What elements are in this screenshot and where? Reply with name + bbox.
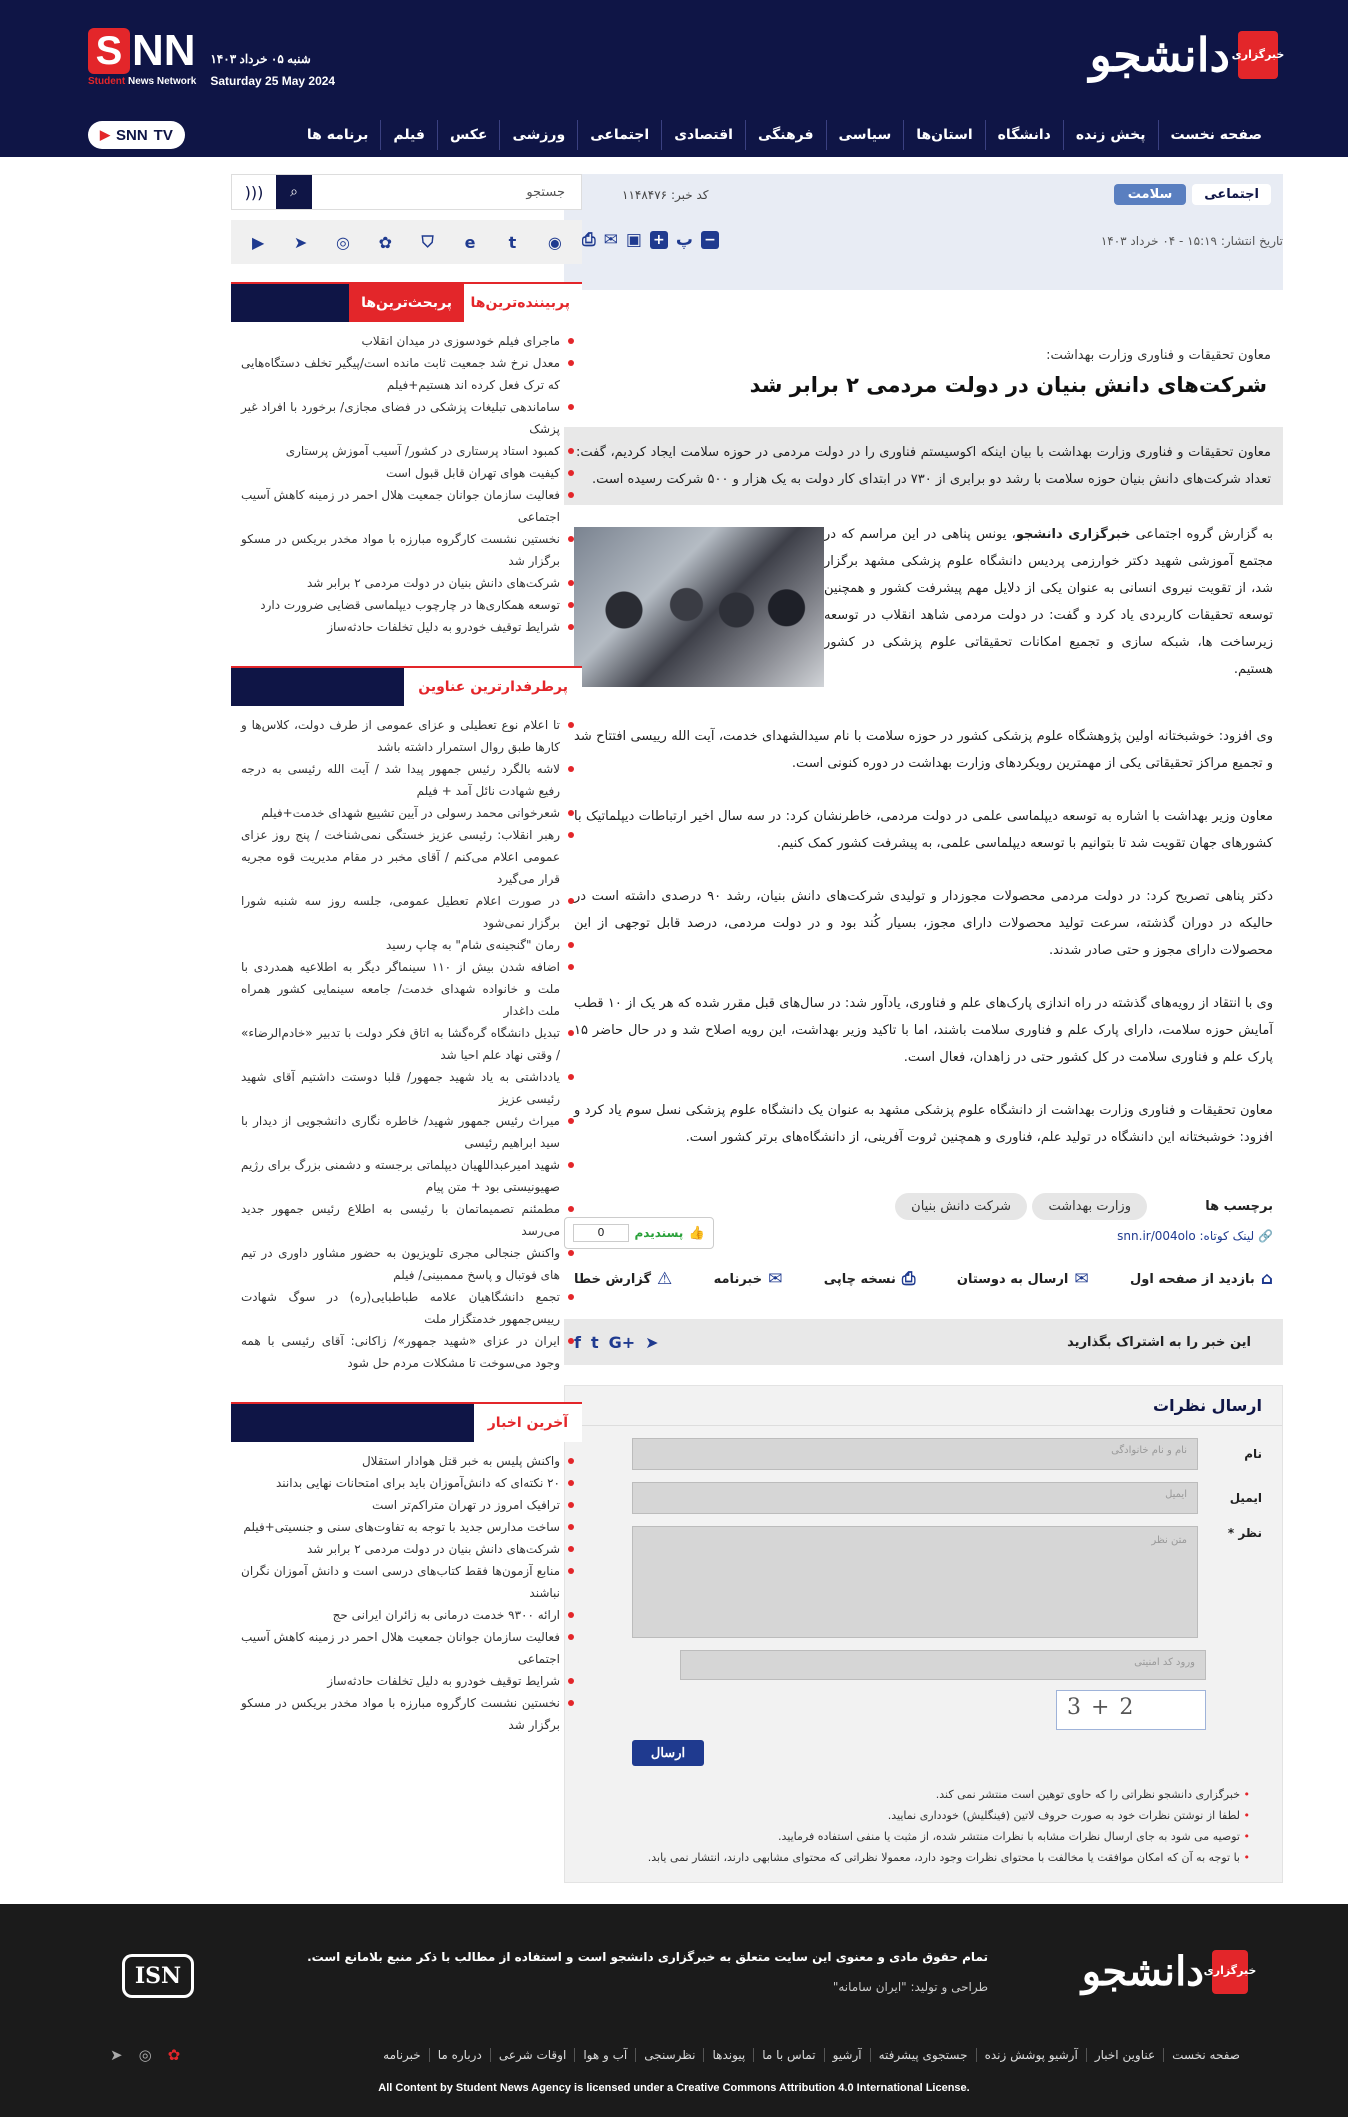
article-summary: معاون تحقیقات و فناوری وزارت بهداشت با بیان اینکه اکوسیستم فناوری را در دولت مردمی در حوزه سلامت ایجاد کردیم، گفت: تعداد شرکت‌های دانش بنیان حوزه سلامت با رشد دو برابری از ۷۳۰ در ابتدای کار دولت به یک هزار و ۵۰۰ شرکت رسیده است.	[564, 427, 1283, 505]
sidebar	[231, 174, 582, 1746]
email-input[interactable]: ایمیل	[632, 1482, 1198, 1514]
home-icon: ⌂	[1260, 1269, 1273, 1289]
share-bar	[564, 1319, 1283, 1365]
list-item[interactable]: شرکت‌های دانش بنیان در دولت مردمی ۲ برابر شد	[241, 572, 582, 594]
send-button[interactable]: ارسال	[632, 1740, 704, 1766]
tab-most-viewed[interactable]: پربیننده‌ترین‌ها	[458, 284, 582, 322]
date-gregorian: Saturday 25 May 2024	[210, 74, 336, 88]
like-box	[564, 1217, 714, 1249]
footer-link[interactable]: درباره ما	[429, 2048, 490, 2062]
footer-brand-badge: خبرگزاری	[1212, 1950, 1248, 1994]
font-default-icon[interactable]: پ	[675, 230, 694, 250]
list-item[interactable]: منابع آزمون‌ها فقط کتاب‌های درسی است و دانش آموزان نگران نباشند	[241, 1560, 582, 1604]
footer-link[interactable]: تماس با ما	[753, 2048, 823, 2062]
most-viewed-header	[231, 282, 582, 322]
list-item[interactable]: ترافیک امروز در تهران متراکم‌تر است	[241, 1494, 582, 1516]
list-item[interactable]: واکنش پلیس به خبر قتل هوادار استقلال	[241, 1450, 582, 1472]
footer-copyright: تمام حقوق مادی و معنوی این سایت متعلق به خبرگزاری دانشجو است و استفاده از مطالب با ذکر منبع بلامانع است.	[307, 1950, 988, 1964]
list-item[interactable]: میراث رئیس جمهور شهید/ خاطره نگاری دانشجویی از دیدار با سید ابراهیم رئیسی	[241, 1110, 582, 1154]
date-persian: شنبه ۰۵ خرداد ۱۴۰۳	[210, 52, 311, 66]
list-item[interactable]: شهید امیرعبداللهیان دیپلماتی برجسته و دشمنی بزرگ برای رژیم صهیونیستی بود + متن پیام	[241, 1154, 582, 1198]
article-pre-title: معاون تحقیقات و فناوری وزارت بهداشت:	[1046, 348, 1271, 363]
popular-titles-title: پرطرفدارترین عناوین	[404, 668, 582, 706]
rubika-icon[interactable]: ◉	[547, 232, 562, 252]
list-item[interactable]: رمان "گنجینه‌ی شام" به چاپ رسید	[241, 934, 582, 956]
newsletter-icon: ✉	[768, 1269, 783, 1289]
nav-photo[interactable]: عکس	[437, 120, 500, 150]
list-item[interactable]: نخستین نشست کارگروه مبارزه با مواد مخدر بریکس در مسکو برگزار شد	[241, 528, 582, 572]
snn-tagline-rest: News Network	[125, 76, 197, 87]
snn-logo-s: S	[88, 28, 130, 74]
snn-tv-button[interactable]	[88, 121, 185, 149]
article-photo[interactable]	[574, 527, 824, 687]
list-item[interactable]: شرایط توقیف خودرو به دلیل تخلفات حادثه‌ساز	[241, 1670, 582, 1692]
list-item[interactable]: ماجرای فیلم خودسوزی در میدان انقلاب	[241, 330, 582, 352]
article-paragraph-3: معاون وزیر بهداشت با اشاره به توسعه دیپلماسی علمی در دولت مردمی، خاطرنشان کرد: در سه سال اخیر ارتباطات دیپلماتیک با کشورهای جهان تقویت شد تا بتوانیم با توسعه دیپلماسی علمی، به پیشرفت کشور کمک کنیم.	[574, 809, 1273, 851]
list-item[interactable]: یادداشتی به یاد شهید جمهور/ قلبا دوستت داشتیم آقای شهید رئیسی عزیز	[241, 1066, 582, 1110]
article-paragraph-2: وی افزود: خوشبختانه اولین پژوهشگاه علوم پزشکی کشور در حوزه سلامت با نام سیدالشهدای خدمت، آیت الله رییسی افتتاح شد و تجمیع مراکز تحقیقاتی یکی از مهمترین رویکردهای وزارت بهداشت در دوره کنونی است.	[574, 729, 1273, 771]
brand-name: دانشجو	[1089, 28, 1230, 82]
printer-icon: ⎙	[901, 1269, 916, 1289]
envelope-icon: ✉	[1074, 1269, 1089, 1289]
list-item[interactable]: کمبود استاد پرستاری در کشور/ آسیب آموزش پرستاری	[241, 440, 582, 462]
list-item[interactable]: شرایط توقیف خودرو به دلیل تخلفات حادثه‌ساز	[241, 616, 582, 638]
nav-social[interactable]: اجتماعی	[577, 120, 661, 150]
comment-rules	[565, 1784, 1250, 1868]
font-decrease-icon[interactable]: −	[701, 231, 719, 249]
latest-news-title: آخرین اخبار	[474, 1404, 582, 1442]
footer-link[interactable]: آب و هوا	[574, 2048, 635, 2062]
name-label: نام	[1244, 1447, 1262, 1461]
list-item[interactable]: کیفیت هوای تهران قابل قبول است	[241, 462, 582, 484]
list-item[interactable]: ۲۰ نکته‌ای که دانش‌آموزان باید برای امتحانات نهایی بدانند	[241, 1472, 582, 1494]
play-icon: ▶	[100, 127, 110, 142]
header-dates	[210, 48, 335, 92]
main-content	[0, 157, 1348, 1904]
main-nav	[295, 120, 1274, 150]
list-item[interactable]: تبدیل دانشگاه گره‌گشا به اتاق فکر دولت با تدبیر «خادم‌الرضاء» / وقتی نهاد علم احیا شد	[241, 1022, 582, 1066]
article-paragraph-1	[564, 521, 1283, 697]
search-box	[231, 174, 582, 210]
tag-health-ministry[interactable]: وزارت بهداشت	[1032, 1193, 1147, 1220]
footer-brand-name: دانشجو	[1081, 1948, 1204, 1995]
brand-logo[interactable]	[1089, 28, 1285, 82]
article-paragraph-5: وی با انتقاد از رویه‌های گذشته در راه اندازی پارک‌های علم و فناوری، یادآور شد: در سال‌های قبل مقرر شده که هر یک از ۱۰ قطب آمایش حوزه سلامت، دارای پارک علم و فناوری سلامت باشند، اما با تاکید وزیر بهداشت، این رویه اصلاح شد و در حال حاضر ۱۵ پارک علم و فناوری سلامت در کل کشور حتی در زاهدان، فعال است.	[574, 996, 1273, 1065]
article	[564, 174, 1283, 1883]
facebook-icon[interactable]: f	[574, 1332, 581, 1352]
most-viewed-list	[231, 322, 582, 648]
save-icon[interactable]: ▣	[625, 230, 642, 250]
short-link-url: snn.ir/004olo	[1117, 1229, 1196, 1243]
google-plus-icon[interactable]: G+	[608, 1332, 636, 1352]
site-footer	[0, 1904, 1348, 2117]
nav-film[interactable]: فیلم	[380, 120, 437, 150]
article-actions	[564, 1269, 1283, 1289]
article-paragraph-6: معاون تحقیقات و فناوری وزارت بهداشت از دانشگاه علوم پزشکی مشهد به عنوان یک دانشگاه علوم پزشکی نسل سوم یاد کرد و افزود: خوشبختانه این دانشگاه در تولید علم، فناوری و همچنین ثروت آفرینی، از دانشگاه‌های برتر کشور است.	[574, 1103, 1273, 1145]
rule-item: • خبرگزاری دانشجو نظراتی را که حاوی توهین است منتشر نمی کند.	[565, 1784, 1250, 1805]
footer-license: All Content by Student News Agency is licensed under a Creative Commons Attribution 4.0 International License.	[378, 2082, 970, 2094]
font-increase-icon[interactable]: +	[650, 231, 668, 249]
snn-tv-label: SNN	[116, 126, 148, 144]
footer-link[interactable]: اوقات شرعی	[490, 2048, 574, 2062]
like-icon[interactable]: 👍	[688, 1225, 705, 1241]
list-item[interactable]: تا اعلام نوع تعطیلی و عزای عمومی از طرف دولت، کلاس‌ها و کارها طبق روال استمرار داشته باشد	[241, 714, 582, 758]
name-input[interactable]: نام و نام خانوادگی	[632, 1438, 1198, 1470]
rule-item: • لطفا از نوشتن نظرات خود به صورت حروف لاتین (فینگلیش) خودداری نمایید.	[565, 1805, 1250, 1826]
captcha-input[interactable]: ورود کد امنیتی	[680, 1650, 1206, 1680]
shield-icon[interactable]: ⛉	[421, 232, 434, 251]
list-item[interactable]: نخستین نشست کارگروه مبارزه با مواد مخدر بریکس در مسکو برگزار شد	[241, 1692, 582, 1736]
list-item[interactable]: واکنش جنجالی مجری تلویزیون به حضور مشاور داوری در تیم های فوتبال و پاسخ مممبینی/ فیلم	[241, 1242, 582, 1286]
footer-link[interactable]: خبرنامه	[383, 2048, 421, 2062]
footer-link[interactable]: صفحه نخست	[1163, 2048, 1248, 2062]
action-send-friends[interactable]: ✉ ارسال به دوستان	[956, 1269, 1089, 1289]
youtube-icon[interactable]: ▶	[252, 232, 265, 252]
nav-provinces[interactable]: استان‌ها	[903, 120, 984, 150]
list-item[interactable]: ارائه ۹۳۰۰ خدمت درمانی به زائران ایرانی حج	[241, 1604, 582, 1626]
action-print[interactable]: ⎙ نسخه چاپی	[823, 1269, 916, 1289]
popular-titles-header	[231, 666, 582, 706]
comments-title: ارسال نظرات	[565, 1386, 1282, 1426]
p1-agency: خبرگزاری دانشجو	[1015, 527, 1131, 542]
eitaa-icon[interactable]: e	[464, 232, 476, 252]
list-item[interactable]: فعالیت سازمان جوانان جمعیت هلال احمر در زمینه کاهش آسیب اجتماعی	[241, 1626, 582, 1670]
latest-news-list	[231, 1442, 582, 1746]
list-item[interactable]: ساماندهی تبلیغات پزشکی در فضای مجازی/ برخورد با افراد غیر پزشک	[241, 396, 582, 440]
tag-knowledge-based[interactable]: شرکت دانش بنیان	[895, 1193, 1027, 1220]
nav-university[interactable]: دانشگاه	[985, 120, 1063, 150]
rss-icon[interactable]: )))	[244, 182, 264, 202]
list-item[interactable]: ایران در عزای «شهید جمهور»/ زاکانی: آقای رئیسی با همه وجود می‌سوخت تا مشکلات مردم حل شود	[241, 1330, 582, 1374]
footer-socials	[110, 2046, 180, 2064]
p1-prefix: به گزارش گروه اجتماعی	[1130, 527, 1273, 542]
action-home[interactable]: ⌂ بازدید از صفحه اول	[1130, 1269, 1273, 1289]
snn-block	[88, 28, 335, 92]
footer-link[interactable]: عناوین اخبار	[1086, 2048, 1163, 2062]
snn-logo-nn: NN	[132, 26, 196, 75]
nav-economy[interactable]: اقتصادی	[661, 120, 745, 150]
news-id: کد خبر: ۱۱۴۸۴۷۶	[622, 188, 709, 202]
snn-tagline-student: Student	[88, 76, 126, 87]
nav-programs[interactable]: برنامه ها	[306, 127, 369, 143]
email-label: ایمیل	[1229, 1491, 1262, 1505]
short-link[interactable]	[1117, 1229, 1273, 1243]
mail-icon[interactable]: ✉	[603, 230, 618, 250]
link-icon: 🔗	[1258, 1229, 1273, 1243]
category-social[interactable]: اجتماعی	[1192, 184, 1271, 205]
nav-culture[interactable]: فرهنگی	[745, 120, 826, 150]
rule-item: • با توجه به آن که امکان موافقت یا مخالفت با محتوای نظرات وجود دارد، معمولا نظراتی که محتوای مشابهی دارند، انتشار نمی یابد.	[565, 1847, 1250, 1868]
instagram-icon[interactable]: ◎	[335, 232, 350, 252]
social-links	[231, 220, 582, 264]
comment-label: نظر *	[1227, 1526, 1262, 1540]
like-count: 0	[573, 1224, 629, 1242]
app-icon[interactable]: ✿	[378, 232, 393, 252]
like-label: پسندیدم	[634, 1226, 684, 1240]
list-item[interactable]: ساخت مدارس جدید با توجه به تفاوت‌های سنی و جنسیتی+فیلم	[241, 1516, 582, 1538]
latest-news-header	[231, 1402, 582, 1442]
rule-item: • توصیه می شود به جای ارسال نظرات مشابه با نظرات منتشر شده، از مثبت یا منفی استفاده فرمایید.	[565, 1826, 1250, 1847]
nav-politics[interactable]: سیاسی	[826, 120, 904, 150]
category-health[interactable]: سلامت	[1114, 184, 1186, 205]
list-item[interactable]: شرکت‌های دانش بنیان در دولت مردمی ۲ برابر شد	[241, 1538, 582, 1560]
list-item[interactable]: رهبر انقلاب: رئیسی عزیز خستگی نمی‌شناخت / پنج روز عزای عمومی اعلام می‌کنم / آقای مخبر در مقام مدیریت قوه مجریه قرار می‌گیرد	[241, 824, 582, 890]
twitter-icon[interactable]: t	[590, 1332, 599, 1352]
nav-sports[interactable]: ورزشی	[499, 120, 577, 150]
instagram-icon[interactable]: ◎	[138, 2046, 152, 2064]
print-icon[interactable]: ⎙	[582, 230, 596, 250]
search-input[interactable]: جستجو	[526, 184, 565, 200]
snn-tv-suffix: TV	[153, 126, 173, 144]
tags-label: برچسب ها	[1205, 1199, 1273, 1214]
p1-rest: ، یونس پناهی در این مراسم که در مجتمع آموزشی شهید دکتر خوارزمی پردیس دانشگاه علوم پزشکی مشهد برگزار شد، از تقویت نیروی انسانی به عنوان یکی از دلایل مهم پیشرفت کشور و همچنین توسعه تحقیقات کاربردی یاد کرد و گفت: در دولت مردمی شاهد انقلاب در توسعه زیرساخت ها، شبکه سازی و تجمیع امکانات تحقیقاتی علوم پزشکی در کشور هستیم.	[824, 527, 1273, 677]
footer-link[interactable]: نظرسنجی	[635, 2048, 703, 2062]
footer-link[interactable]: پیوندها	[703, 2048, 753, 2062]
short-link-label: لینک کوتاه:	[1199, 1229, 1255, 1243]
list-item[interactable]: فعالیت سازمان جوانان جمعیت هلال احمر در زمینه کاهش آسیب اجتماعی	[241, 484, 582, 528]
tags-row	[564, 1193, 1283, 1243]
footer-link[interactable]: آرشیو	[824, 2048, 870, 2062]
snn-logo[interactable]	[88, 28, 196, 87]
nav-live[interactable]: پخش زنده	[1063, 120, 1158, 150]
article-tools	[582, 230, 719, 250]
footer-logo[interactable]	[1081, 1948, 1257, 1995]
iran-samaneh-logo-icon[interactable]: ISN	[122, 1954, 194, 1998]
list-item[interactable]: در صورت اعلام تعطیل عمومی، جلسه روز سه شنبه شورا برگزار نمی‌شود	[241, 890, 582, 934]
action-newsletter[interactable]: ✉ خبرنامه	[713, 1269, 783, 1289]
list-item[interactable]: اضافه شدن بیش از ۱۱۰ سینماگر دیگر به اطلاعیه همدردی با ملت و خانواده شهدای خدمت/ جامعه سینمایی کشور همراه ملت داغدار	[241, 956, 582, 1022]
article-title: شرکت‌های دانش بنیان در دولت مردمی ۲ برابر شد	[749, 373, 1267, 397]
footer-link[interactable]: آرشیو پوشش زنده	[976, 2048, 1086, 2062]
publish-date: تاریخ انتشار: ۱۵:۱۹ - ۰۴ خرداد ۱۴۰۳	[1100, 234, 1283, 248]
share-text: این خبر را به اشتراک بگذارید	[1067, 1334, 1251, 1350]
twitter-icon[interactable]: t	[508, 232, 517, 252]
action-report-error[interactable]: ⚠ گزارش خطا	[574, 1269, 673, 1289]
list-item[interactable]: تجمع دانشگاهیان علامه طباطبایی(ره) در سوگ شهادت رییس‌جمهور خدمتگزار ملت	[241, 1286, 582, 1330]
captcha-image: 3+2	[1056, 1690, 1206, 1730]
article-paragraph-4: دکتر پناهی تصریح کرد: در دولت مردمی محصولات مجوزدار و تولیدی شرکت‌های دانش بنیان، رشد ۹۰ درصدی داشته است در حالیکه در دوران گذشته، سرعت تولید محصولات دارای مجوز، بسیار کُند بود و در دولت مردمی، درصد قابل توجهی از این محصولات دارای مجوز و حتی صادر شدند.	[574, 889, 1274, 958]
list-item[interactable]: مطمئنم تصمیماتمان با رئیسی به اطلاع رئیس جمهور جدید می‌رسد	[241, 1198, 582, 1242]
list-item[interactable]: معدل نرخ شد جمعیت ثابت مانده است/پیگیر تخلف دستگاه‌هایی که ترک فعل کرده اند هستیم+فیلم	[241, 352, 582, 396]
telegram-icon[interactable]: ➤	[293, 232, 308, 252]
list-item[interactable]: شعرخوانی محمد رسولی در آیین تشییع شهدای خدمت+فیلم	[241, 802, 582, 824]
brand-badge: خبرگزاری	[1238, 31, 1278, 79]
comment-textarea[interactable]: متن نظر	[632, 1526, 1198, 1638]
search-icon[interactable]: ⌕	[276, 175, 312, 209]
telegram-icon[interactable]: ➤	[110, 2046, 123, 2064]
list-item[interactable]: لاشه بالگرد رئیس جمهور پیدا شد / آیت الله رئیسی به درجه رفیع شهادت نائل آمد + فیلم	[241, 758, 582, 802]
list-item[interactable]: توسعه همکاری‌ها در چارچوب دیپلماسی قضایی ضرورت دارد	[241, 594, 582, 616]
comments-form	[564, 1385, 1283, 1883]
app-icon[interactable]: ✿	[167, 2046, 181, 2064]
tab-most-discussed[interactable]: پربحث‌ترین‌ها	[349, 284, 464, 322]
snn-tagline	[88, 76, 196, 87]
popular-titles-list	[231, 706, 582, 1384]
article-meta	[564, 174, 1283, 290]
nav-home[interactable]: صفحه نخست	[1158, 120, 1274, 150]
footer-links	[375, 2048, 1248, 2062]
footer-link[interactable]: جستجوی پیشرفته	[870, 2048, 976, 2062]
telegram-icon[interactable]: ➤	[645, 1332, 659, 1352]
site-header	[0, 0, 1348, 157]
footer-design-credit: طراحی و تولید: "ایران سامانه"	[832, 1980, 988, 1994]
warning-icon: ⚠	[657, 1269, 673, 1289]
